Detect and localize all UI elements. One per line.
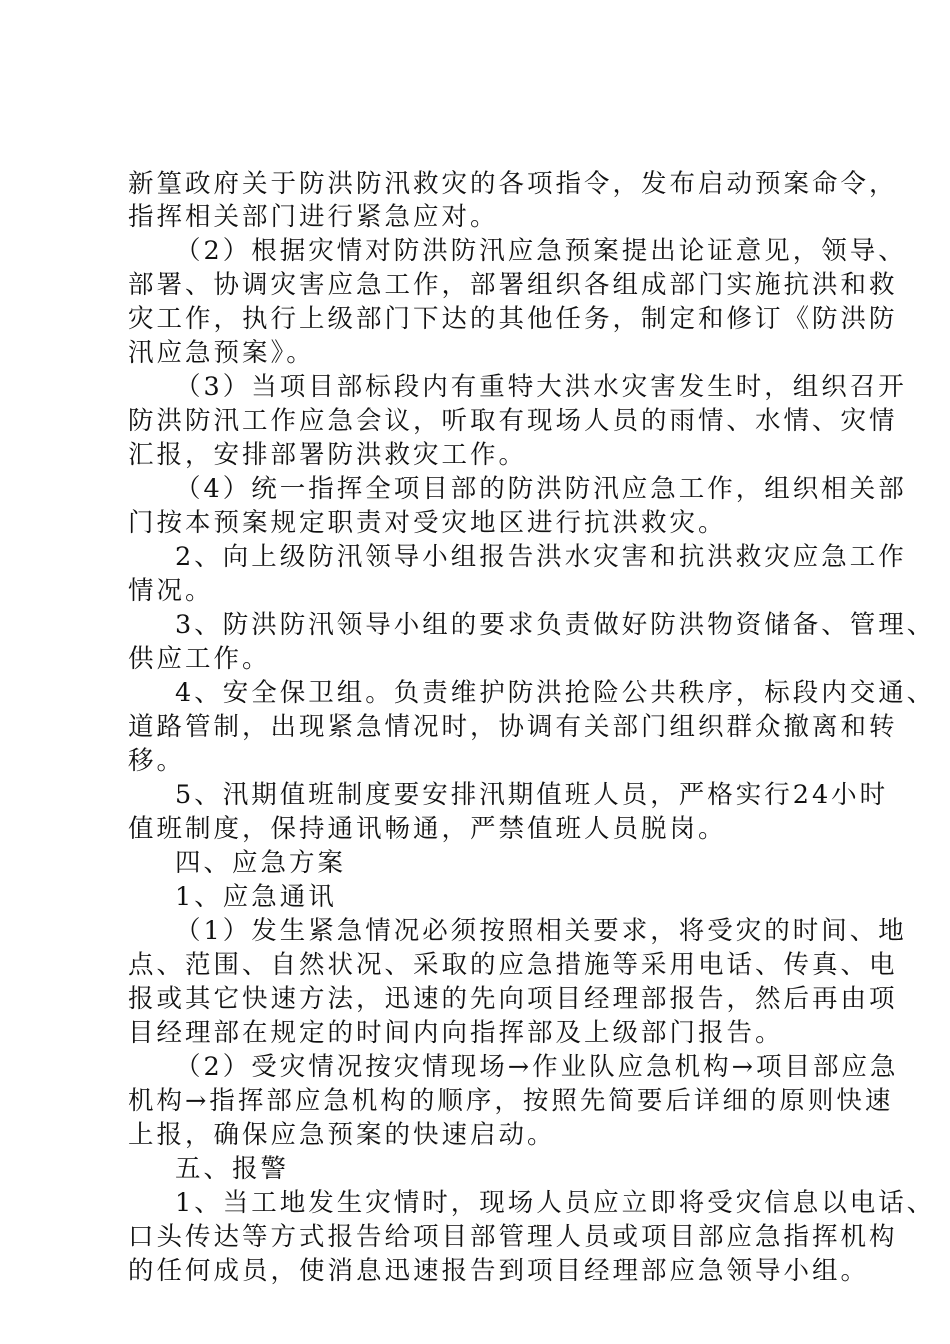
text-line: 情况。	[128, 576, 214, 606]
text-line: 机构→指挥部应急机构的顺序，按照先简要后详细的原则快速	[128, 1086, 894, 1116]
text-line: 1、当工地发生灾情时，现场人员应立即将受灾信息以电话、	[175, 1188, 936, 1218]
text-line: 点、范围、自然状况、采取的应急措施等采用电话、传真、电	[128, 950, 898, 980]
text-line: 指挥相关部门进行紧急应对。	[128, 202, 499, 232]
text-line: 目经理部在规定的时间内向指挥部及上级部门报告。	[128, 1018, 784, 1048]
text-line: 部署、协调灾害应急工作，部署组织各组成部门实施抗洪和救	[128, 270, 898, 300]
text-line: （1）发生紧急情况必须按照相关要求，将受灾的时间、地	[175, 916, 907, 946]
text-line: 上报，确保应急预案的快速启动。	[128, 1120, 556, 1150]
section-heading: 四、应急方案	[175, 848, 347, 878]
text-line: 5、汛期值班制度要安排汛期值班人员，严格实行24小时	[175, 780, 889, 810]
text-line: 新篁政府关于防洪防汛救灾的各项指令，发布启动预案命令，	[128, 169, 898, 199]
text-line: 供应工作。	[128, 644, 271, 674]
text-line: （4）统一指挥全项目部的防洪防汛应急工作，组织相关部	[175, 474, 907, 504]
text-line: 移。	[128, 746, 186, 776]
subsection-heading: 1、应急通讯	[175, 882, 337, 912]
text-line: 道路管制，出现紧急情况时，协调有关部门组织群众撤离和转	[128, 712, 898, 742]
text-line: 报或其它快速方法，迅速的先向项目经理部报告，然后再由项	[128, 984, 898, 1014]
text-line: （2）根据灾情对防洪防汛应急预案提出论证意见，领导、	[175, 236, 907, 266]
text-line: 的任何成员，使消息迅速报告到项目经理部应急领导小组。	[128, 1256, 870, 1286]
section-heading: 五、报警	[175, 1154, 290, 1184]
text-line: （2）受灾情况按灾情现场→作业队应急机构→项目部应急	[175, 1052, 899, 1082]
text-line: 汇报，安排部署防洪救灾工作。	[128, 440, 528, 470]
text-line: 汛应急预案》。	[128, 338, 315, 368]
text-line: 口头传达等方式报告给项目部管理人员或项目部应急指挥机构	[128, 1222, 898, 1252]
text-line: 3、防洪防汛领导小组的要求负责做好防洪物资储备、管理、	[175, 610, 936, 640]
text-line: 门按本预案规定职责对受灾地区进行抗洪救灾。	[128, 508, 727, 538]
text-line: 值班制度，保持通讯畅通，严禁值班人员脱岗。	[128, 814, 727, 844]
text-line: （3）当项目部标段内有重特大洪水灾害发生时，组织召开	[175, 372, 907, 402]
text-line: 4、安全保卫组。负责维护防洪抢险公共秩序，标段内交通、	[175, 678, 936, 708]
text-line: 灾工作，执行上级部门下达的其他任务，制定和修订《防洪防	[128, 304, 898, 334]
text-line: 2、向上级防汛领导小组报告洪水灾害和抗洪救灾应急工作	[175, 542, 907, 572]
text-line: 防洪防汛工作应急会议，听取有现场人员的雨情、水情、灾情	[128, 406, 898, 436]
